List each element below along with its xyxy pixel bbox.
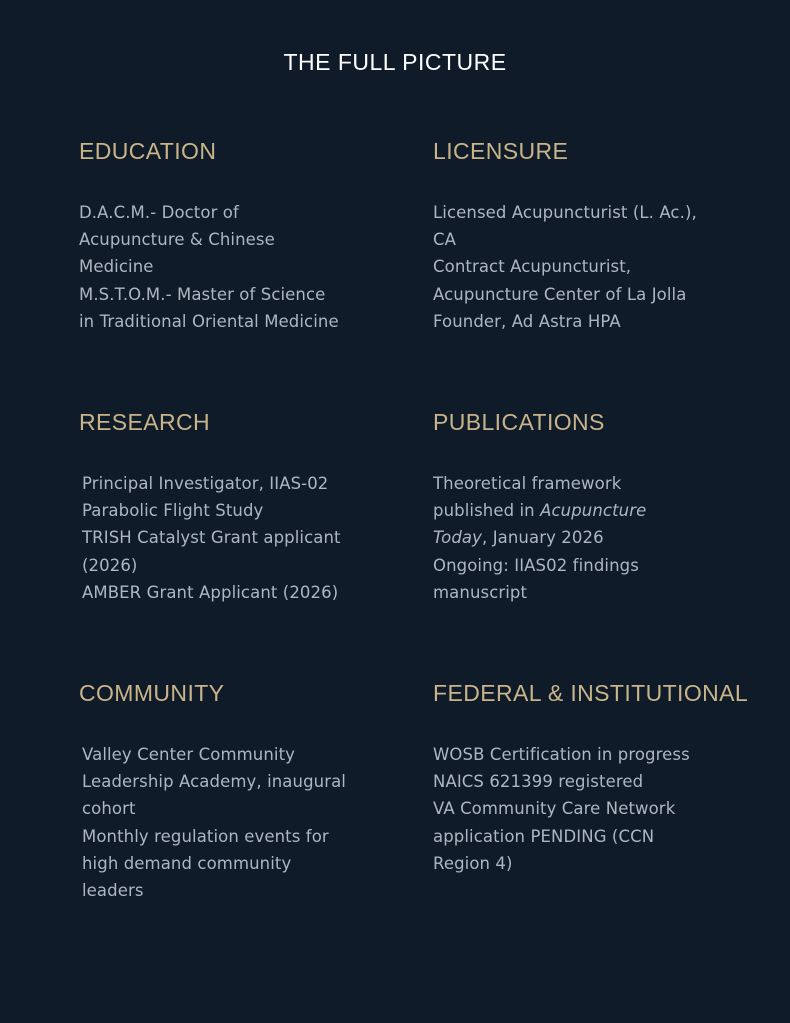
body-line: application PENDING (CCN: [433, 826, 655, 846]
section-heading-research: RESEARCH: [79, 409, 211, 435]
research-section: [79, 407, 409, 606]
body-line: TRISH Catalyst Grant applicant: [82, 528, 341, 548]
text-segment: , January 2026: [482, 528, 604, 548]
publications-section: [433, 407, 763, 606]
community-section: [79, 678, 409, 904]
body-line: Monthly regulation events for: [82, 826, 329, 846]
section-body-licensure: [433, 199, 763, 335]
section-body-federal: [433, 741, 763, 877]
body-line: in Traditional Oriental Medicine: [79, 311, 339, 331]
body-line: manuscript: [433, 582, 528, 602]
body-line: Founder, Ad Astra HPA: [433, 311, 621, 331]
body-line: CA: [433, 230, 457, 250]
body-line: cohort: [82, 799, 136, 819]
journal-name-italic: Today: [433, 528, 482, 548]
federal-institutional-section: [433, 678, 763, 877]
body-line: Valley Center Community: [82, 745, 296, 764]
body-line: [433, 497, 763, 524]
body-line: Acupuncture & Chinese: [79, 230, 275, 250]
section-body-community: [79, 741, 409, 904]
body-line: WOSB Certification in progress: [433, 745, 690, 764]
body-line: (2026): [82, 555, 138, 575]
page-title: THE FULL PICTURE: [283, 49, 507, 75]
body-line: NAICS 621399 registered: [433, 772, 644, 792]
body-line: Principal Investigator, IIAS-02: [82, 474, 329, 493]
journal-name-italic: Acupuncture: [540, 501, 647, 521]
body-line: leaders: [82, 881, 144, 901]
section-body-education: [79, 199, 409, 335]
section-heading-licensure: LICENSURE: [433, 138, 569, 164]
section-body-publications: [433, 470, 763, 606]
body-line: Parabolic Flight Study: [82, 501, 264, 521]
body-line: Acupuncture Center of La Jolla: [433, 284, 687, 304]
licensure-section: [433, 136, 763, 335]
section-heading-education: EDUCATION: [79, 138, 217, 164]
body-line: Leadership Academy, inaugural: [82, 772, 346, 792]
section-body-research: [79, 470, 409, 606]
body-line: Theoretical framework: [433, 474, 622, 493]
body-line: Ongoing: IIAS02 findings: [433, 555, 639, 575]
body-line: AMBER Grant Applicant (2026): [82, 582, 339, 602]
body-line: Contract Acupuncturist,: [433, 257, 632, 277]
body-line: Medicine: [79, 257, 154, 277]
body-line: high demand community: [82, 853, 292, 873]
body-line: M.S.T.O.M.- Master of Science: [79, 284, 326, 304]
section-heading-publications: PUBLICATIONS: [433, 409, 605, 435]
section-heading-community: COMMUNITY: [79, 680, 225, 706]
body-line: [433, 524, 763, 551]
body-line: VA Community Care Network: [433, 799, 676, 819]
section-heading-federal: FEDERAL & INSTITUTIONAL: [433, 680, 749, 706]
education-section: [79, 136, 409, 335]
body-line: Region 4): [433, 853, 513, 873]
text-segment: published in: [433, 501, 541, 521]
body-line: Licensed Acupuncturist (L. Ac.),: [433, 203, 697, 222]
body-line: D.A.C.M.- Doctor of: [79, 203, 239, 222]
